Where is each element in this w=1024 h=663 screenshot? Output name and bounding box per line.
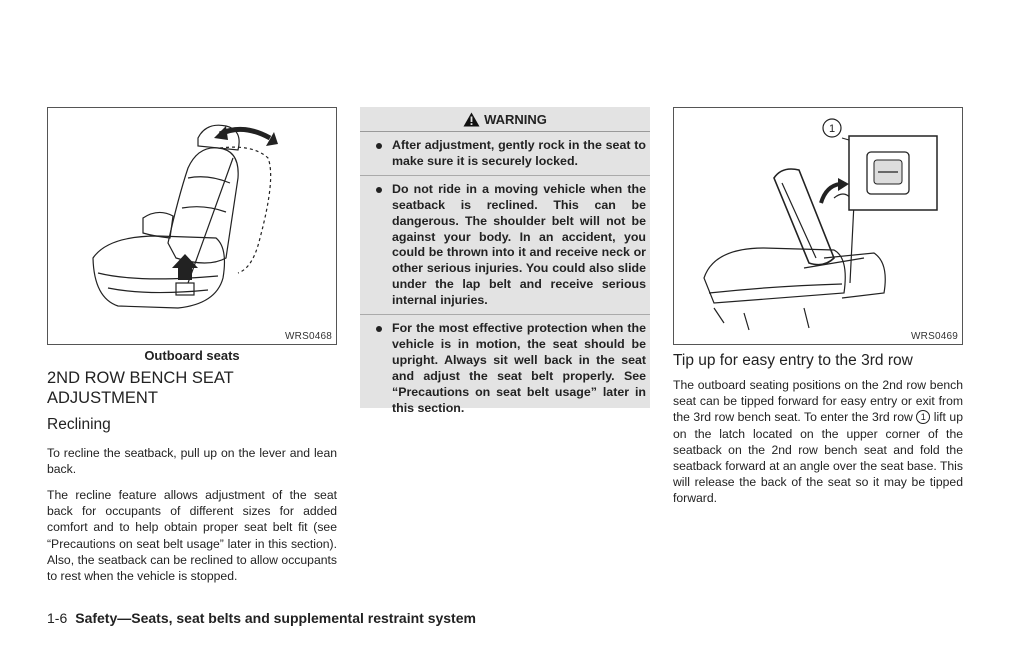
figure-caption: Outboard seats xyxy=(144,348,240,363)
warning-item-text: Do not ride in a moving vehicle when the seatback is reclined. This can be dangerous. The shoulder belt will not be against your body. In an accident, you could be thrown into it and receive neck or other serious injuries. You could also slide under the lap belt and receive serious internal injuries. xyxy=(392,181,646,308)
warning-box xyxy=(360,107,650,415)
section-title-line2: ADJUSTMENT xyxy=(47,389,158,407)
figure-code: WRS0469 xyxy=(911,331,958,342)
bullet-icon xyxy=(376,326,382,332)
warning-item xyxy=(360,176,650,315)
subhead-reclining: Reclining xyxy=(47,416,111,433)
callout-number: 1 xyxy=(828,123,836,135)
section-title-line1: 2ND ROW BENCH SEAT xyxy=(47,369,234,387)
bullet-icon xyxy=(376,143,382,149)
paragraph-tip-up xyxy=(673,377,963,507)
bullet-icon xyxy=(376,187,382,193)
warning-list xyxy=(360,132,650,422)
page-footer xyxy=(47,610,476,626)
warning-triangle-icon xyxy=(463,112,480,127)
warning-header xyxy=(360,107,650,132)
paragraph-recline-feature: The recline feature allows adjustment of the seat back for occupants of different sizes for added comfort and to help obtain proper seat belt fit (see “Precautions on seat belt usage” later in this section). Also, the seatback can be reclined to allow occupants to rest when the vehicle is stopped. xyxy=(47,488,337,584)
seat-tipup-figure xyxy=(673,107,963,345)
warning-item-text: For the most effective protection when the vehicle is in motion, the seat should be upright. Always sit well back in the seat and adjust the seat belt properly. See “Precautions on seat belt usage” later in this section. xyxy=(392,321,646,415)
warning-title: WARNING xyxy=(484,111,547,127)
paragraph-tip-up-part1: The outboard seating positions on the 2nd row bench seat can be tipped forward for easy entry or exit from the 3rd row bench seat. To enter the 3rd row xyxy=(673,378,963,425)
figure-code: WRS0468 xyxy=(285,331,332,342)
seat-recline-illustration xyxy=(48,108,336,344)
section-title xyxy=(47,368,337,408)
warning-item xyxy=(360,315,650,421)
seat-tipup-illustration xyxy=(674,108,962,344)
paragraph-tip-up-part2: lift up on the latch located on the upper corner of the seatback on the 2nd row bench seat and fold the seatback forward at an angle over the seat base. This will release the back of the seat so it may be tipped forward. xyxy=(673,410,963,506)
paragraph-recline-instructions: To recline the seatback, pull up on the lever and lean back. xyxy=(47,446,337,477)
seat-recline-figure xyxy=(47,107,337,345)
footer-title: Safety—Seats, seat belts and supplemental restraint system xyxy=(75,610,476,626)
warning-item-text: After adjustment, gently rock in the seat to make sure it is securely locked. xyxy=(392,138,646,168)
page-number: 1-6 xyxy=(47,610,68,626)
callout-number-inline: 1 xyxy=(916,410,930,424)
warning-item xyxy=(360,132,650,176)
subhead-tip-up: Tip up for easy entry to the 3rd row xyxy=(673,352,913,369)
